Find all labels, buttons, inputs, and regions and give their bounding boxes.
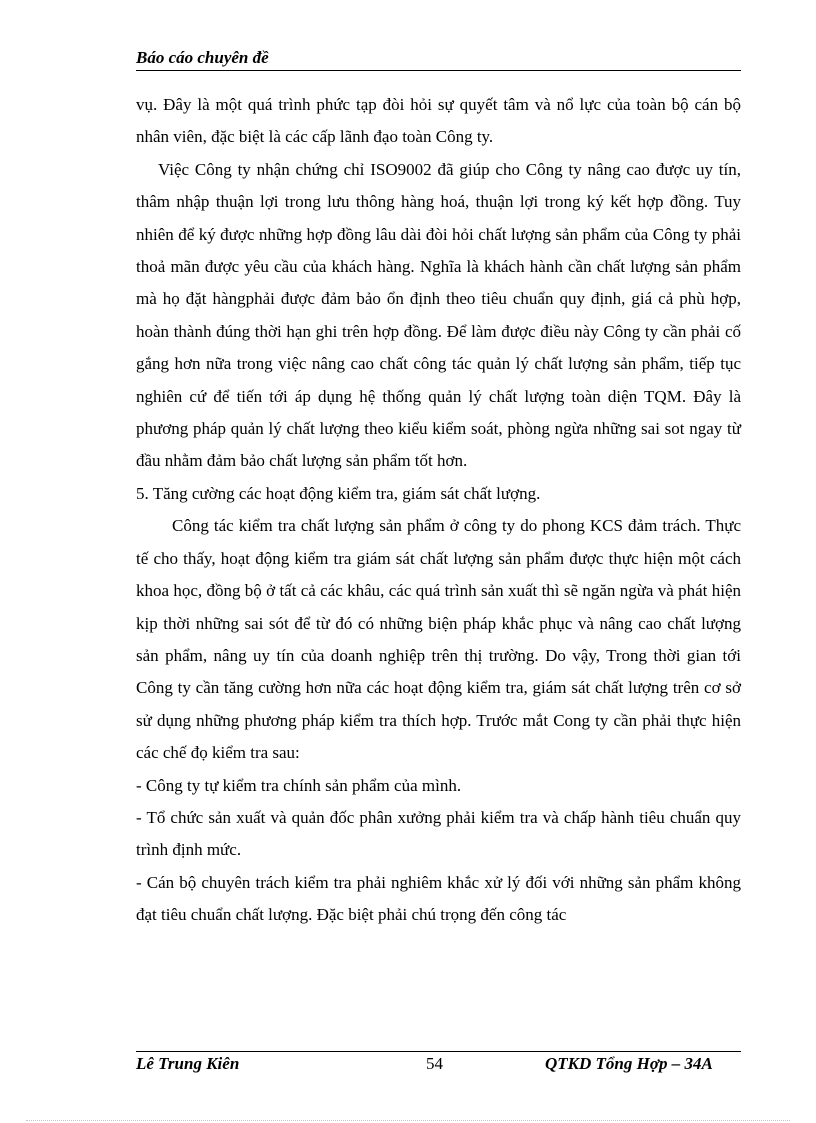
paragraph-quality-control: Công tác kiểm tra chất lượng sản phẩm ở công ty do phong KCS đảm trách. Thực tế cho thấy, hoạt động kiểm tra giám sát chất lượng sản phẩm được thực hiện một cách khoa học, đồng bộ ở tất cả các khâu, các quá trình sản xuất thì sẽ ngăn ngừa và phát hiện kịp thời những sai sót để từ đó có những biện pháp khắc phục và nâng cao chất lượng sản phẩm, nâng uy tín của doanh nghiệp trên thị trường. Do vậy, Trong thời gian tới Công ty cần tăng cường hơn nữa các hoạt động kiểm tra, giám sát chất lượng trên cơ sở sử dụng những phương pháp kiểm tra thích hợp. Trước mắt Cong ty cần phải thực hiện các chế đọ kiểm tra sau: [136, 516, 741, 763]
bullet-item-1: - Công ty tự kiểm tra chính sản phẩm của mình. [136, 775, 462, 795]
page-number: 54 [426, 1054, 443, 1073]
footer-class-name: QTKD Tổng Hợp – 34A [545, 1054, 713, 1073]
footer-divider [136, 1051, 741, 1052]
document-body [136, 89, 741, 932]
bullet-item-3: - Cán bộ chuyên trách kiểm tra phải nghiêm khắc xử lý đối với những sản phẩm không đạt tiêu chuẩn chất lượng. Đặc biệt phải chú trọng đến công tác [136, 872, 741, 925]
bullet-item-2: - Tổ chức sản xuất và quản đốc phân xưởng phải kiểm tra và chấp hành tiêu chuẩn quy trình định mức. [136, 807, 741, 860]
header-divider [136, 70, 741, 71]
page-header-title: Báo cáo chuyên đề [136, 48, 269, 67]
section-heading-5: 5. Tăng cường các hoạt động kiểm tra, giám sát chất lượng. [136, 483, 541, 503]
page-edge-divider [26, 1120, 790, 1121]
footer-author: Lê Trung Kiên [136, 1054, 240, 1073]
paragraph-continuation: vụ. Đây là một quá trình phức tạp đòi hỏi sự quyết tâm và nổ lực của toàn bộ cán bộ nhân viên, đặc biệt là các cấp lãnh đạo toàn Công ty. [136, 95, 741, 147]
paragraph-iso9002: Việc Công ty nhận chứng chỉ ISO9002 đã giúp cho Công ty nâng cao được uy tín, thâm nhập thuận lợi trong lưu thông hàng hoá, thuận lợi trong ký kết hợp đồng. Tuy nhiên để ký được những hợp đồng lâu dài đòi hỏi chất lượng sản phẩm của Công ty phải thoả mãn được yêu cầu của khách hàng. Nghĩa là khách hành cần chất lượng sản phẩm mà họ đặt hàngphải được đảm bảo ổn định theo tiêu chuẩn quy định, giá cả phù hợp, hoàn thành đúng thời hạn ghi trên hợp đồng. Để làm được điều này Công ty cần phải cố gắng hơn nữa trong việc nâng cao chất công tác quản lý chất lượng sản phẩm, tiếp tục nghiên cứ để tiến tới áp dụng hệ thống quản lý chất lượng toàn diện TQM. Đây là phương pháp quản lý chất lượng theo kiểu kiểm soát, phòng ngừa những sai sot ngay từ đầu nhằm đảm bảo chất lượng sản phẩm tốt hơn. [136, 159, 741, 471]
